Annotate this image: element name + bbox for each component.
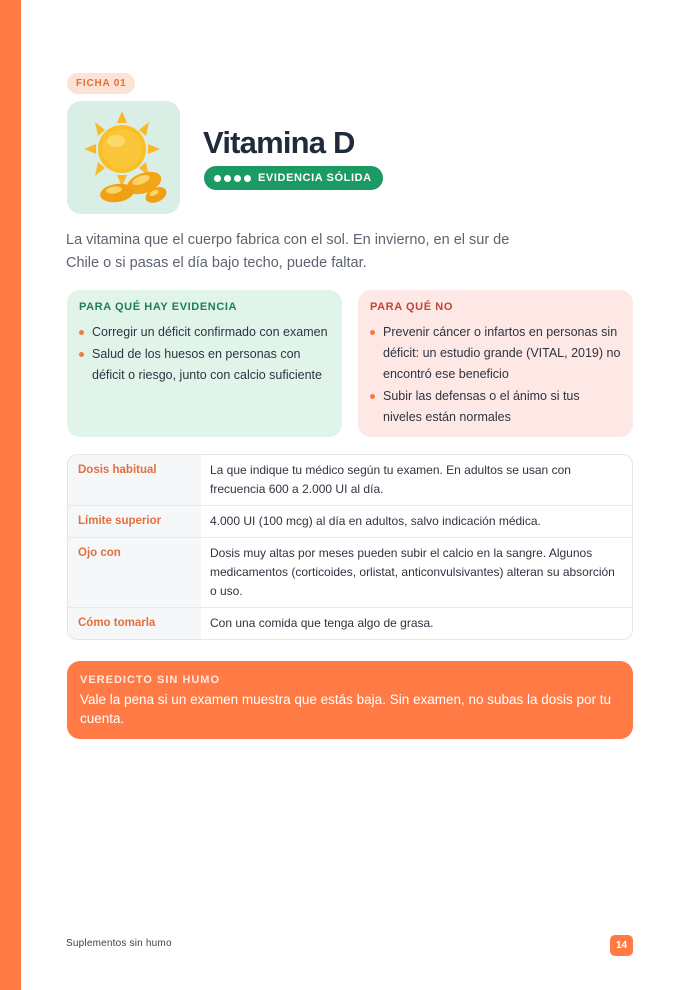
row-label: Cómo tomarla xyxy=(68,608,201,639)
info-table xyxy=(67,454,633,640)
row-value: Dosis muy altas por meses pueden subir el calcio en la sangre. Algunos medicamentos (corticoides, orlistat, anticonvulsivantes) alteran su absorción o uso. xyxy=(210,546,615,598)
page-number: 14 xyxy=(610,935,633,956)
intro-text: La vitamina que el cuerpo fabrica con el sol. En invierno, en el sur de Chile o si pasas el día bajo techo, puede faltar. xyxy=(66,232,510,271)
side-accent-bar xyxy=(0,0,21,990)
table-row xyxy=(68,538,632,608)
table-row xyxy=(68,608,632,639)
row-value: La que indique tu médico según tu examen. En adultos se usan con frecuencia 600 a 2.000 UI al día. xyxy=(210,463,571,496)
sun-with-softgel-capsules-icon xyxy=(67,101,180,214)
verdict-text: Vale la pena si un examen muestra que estás baja. Sin examen, no subas la dosis por tu cuenta. xyxy=(80,692,612,726)
evidence-badge-label: EVIDENCIA SÓLIDA xyxy=(258,172,372,184)
list-item: Subir las defensas o el ánimo si tus niveles están normales xyxy=(370,386,621,428)
icon-tile xyxy=(67,101,180,214)
footer-brand: Suplementos sin humo xyxy=(66,938,172,949)
list-item: Prevenir cáncer o infartos en personas sin déficit: un estudio grande (VITAL, 2019) no encontró ese beneficio xyxy=(370,322,621,385)
ficha-tag: FICHA 01 xyxy=(67,73,135,94)
row-label: Dosis habitual xyxy=(68,455,201,505)
row-label: Límite superior xyxy=(68,506,201,537)
page-title: Vitamina D xyxy=(203,125,355,160)
verdict-heading: VEREDICTO SIN HUMO xyxy=(80,674,221,686)
table-row xyxy=(68,455,632,506)
row-label: Ojo con xyxy=(68,538,201,607)
list-item: Corregir un déficit confirmado con examen xyxy=(79,322,330,343)
evidence-card xyxy=(67,290,342,437)
table-row xyxy=(68,506,632,538)
row-value: 4.000 UI (100 mcg) al día en adultos, salvo indicación médica. xyxy=(210,514,541,528)
evidence-badge xyxy=(204,166,383,190)
list-item: Salud de los huesos en personas con déficit o riesgo, junto con calcio suficiente xyxy=(79,344,330,386)
evidence-level-dots xyxy=(214,175,251,182)
evidence-card-heading: PARA QUÉ HAY EVIDENCIA xyxy=(79,301,238,313)
no-evidence-card xyxy=(358,290,633,437)
no-evidence-card-heading: PARA QUÉ NO xyxy=(370,301,453,313)
row-value: Con una comida que tenga algo de grasa. xyxy=(210,616,434,630)
verdict-box xyxy=(67,661,633,739)
